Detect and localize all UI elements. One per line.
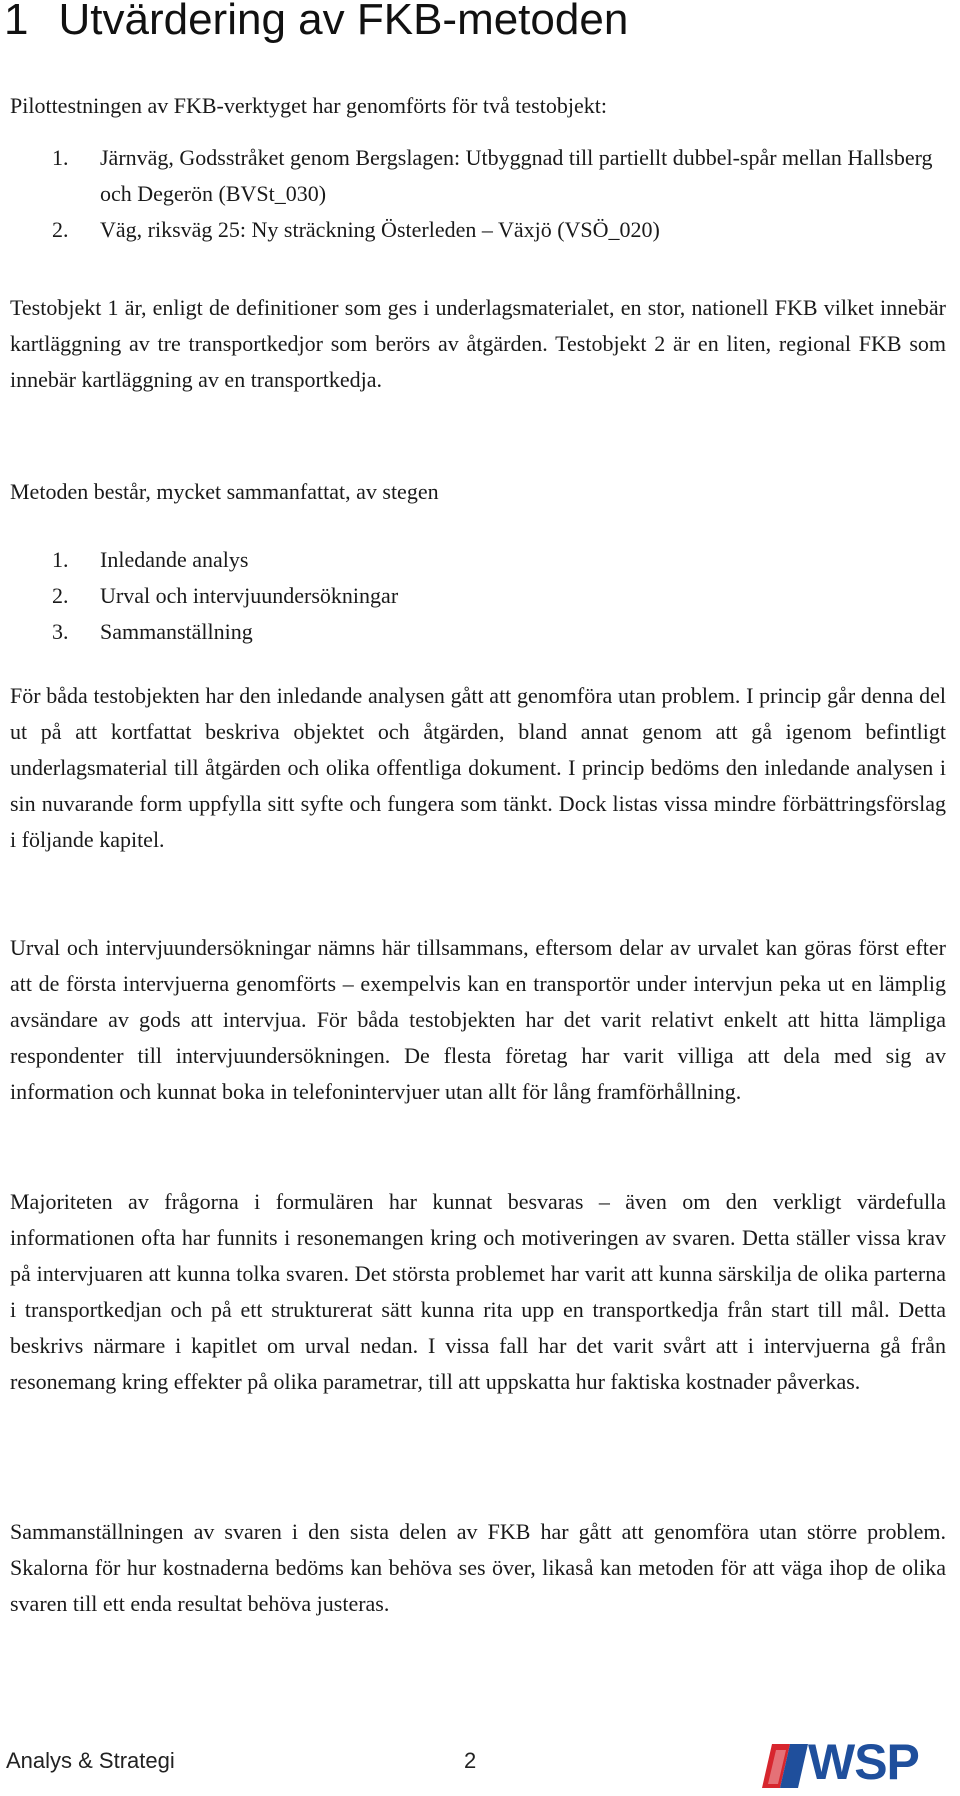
list-item: 3. Sammanställning xyxy=(52,619,253,644)
section-title: Utvärdering av FKB-metoden xyxy=(58,0,629,44)
page-number: 2 xyxy=(464,1748,477,1773)
questions-paragraph: Majoriteten av frågorna i formulären har kunnat besvaras – även om den verkligt värdefulla informationen ofta har funnits i resonemangen kring och motiveringen av svaren. Detta ställer vissa krav på intervjuaren att kunna tolka svaren. Det största problemet har varit att kunna särskilja de olika parterna i transportkedjan och på ett strukturerat sätt kunna rita upp en transportkedja från start till mål. Detta beskrivs närmare i kapitlet om urval nedan. I vissa fall har det varit svårt att i intervjuerna gå från resonemang kring effekter på olika parametrar, till att uppskatta hur faktiska kostnader påverkas. xyxy=(10,1189,946,1394)
test-objects-paragraph: Testobjekt 1 är, enligt de definitioner som ges i underlagsmaterialet, en stor, nationell FKB vilket innebär kartläggning av tre transportkedjor som berörs av åtgärden. Testobjekt 2 är en liten, regional FKB som innebär kartläggning av en transportkedja. xyxy=(10,295,946,392)
analysis-paragraph: För båda testobjekten har den inledande analysen gått att genomföra utan problem. I princip går denna del ut på att kortfattat beskriva objektet och åtgärden, bland annat genom att gå igenom befintligt underlagsmaterial till åtgärden och olika offentliga dokument. I princip bedöms den inledande analysen i sin nuvarande form uppfylla sitt syfte och fungera som tänkt. Dock listas vissa mindre förbättringsförslag i följande kapitel. xyxy=(10,683,946,852)
intro-paragraph: Pilottestningen av FKB-verktyget har genomförts för två testobjekt: xyxy=(10,93,607,118)
selection-paragraph: Urval och intervjuundersökningar nämns här tillsammans, eftersom delar av urvalet kan göras först efter att de första intervjuerna genomförts – exempelvis kan en transportör under intervjun peka ut en lämplig avsändare av gods att intervjua. För båda testobjekten har det varit relativt enkelt att hitta lämpliga respondenter till intervjuundersökningen. De flesta företag har varit villiga att dela med sig av information och kunnat boka in telefonintervjuer utan allt för lång framförhållning. xyxy=(10,935,946,1104)
method-steps-list xyxy=(10,542,946,650)
list-item: 2. Väg, riksväg 25: Ny sträckning Österleden – Växjö (VSÖ_020) xyxy=(52,217,660,242)
section-heading xyxy=(4,0,628,46)
summary-paragraph: Sammanställningen av svaren i den sista delen av FKB har gått att genomföra utan större problem. Skalorna för hur kostnaderna bedöms kan behöva ses över, likaså kan metoden för att väga ihop de olika svaren till ett enda resultat behöva justeras. xyxy=(10,1519,946,1616)
section-number: 1 xyxy=(4,0,29,44)
test-object-list xyxy=(10,140,946,248)
wsp-logo xyxy=(758,1734,948,1790)
method-intro-paragraph: Metoden består, mycket sammanfattat, av stegen xyxy=(10,479,439,504)
list-item: 1. Järnväg, Godsstråket genom Bergslagen: Utbyggnad till partiellt dubbel-spår mellan Hallsberg och Degerön (BVSt_030) xyxy=(52,145,933,206)
logo-text: WSP xyxy=(808,1734,919,1790)
list-item: 1. Inledande analys xyxy=(52,547,249,572)
footer-company: Analys & Strategi xyxy=(6,1748,175,1773)
list-item: 2. Urval och intervjuundersökningar xyxy=(52,583,399,608)
